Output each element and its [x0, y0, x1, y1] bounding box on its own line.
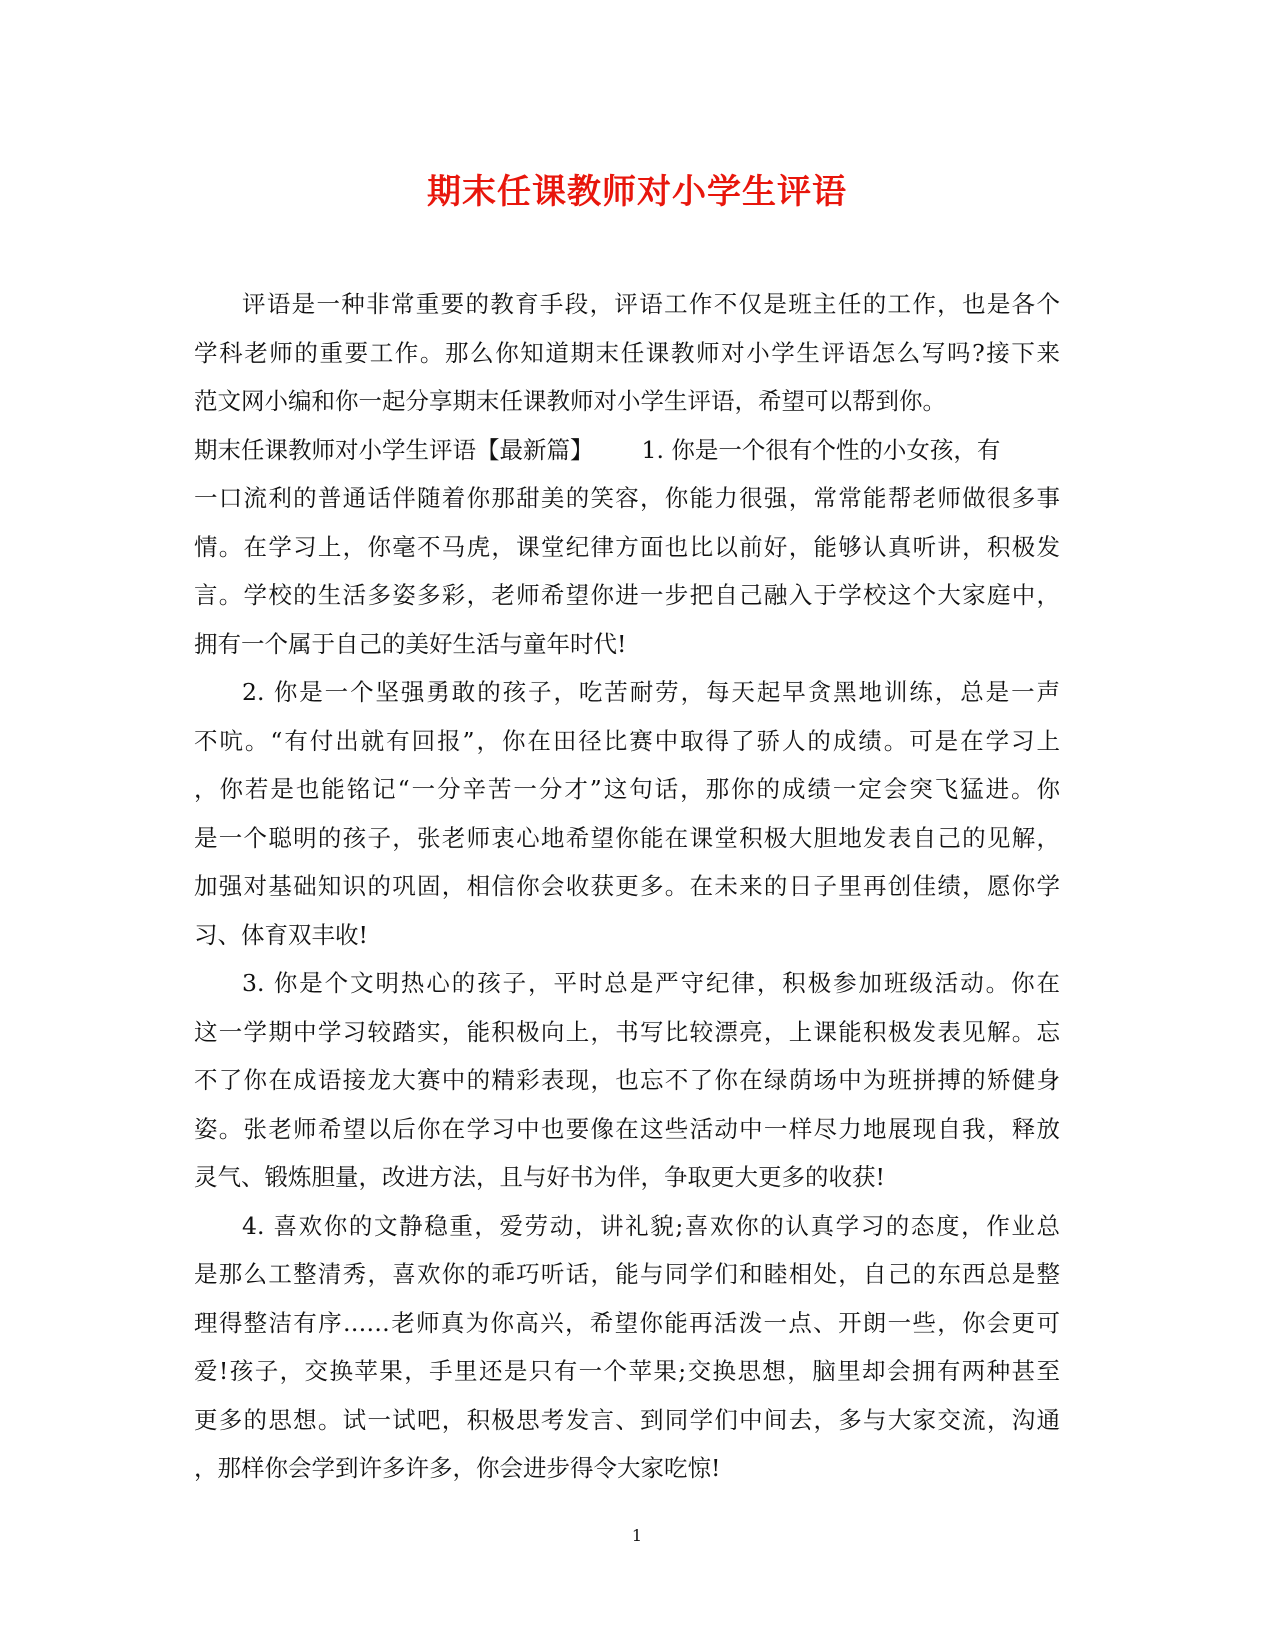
text-line: 学科老师的重要工作。那么你知道期末任课教师对小学生评语怎么写吗?接下来: [194, 338, 1060, 367]
text-line: 是那么工整清秀，喜欢你的乖巧听话，能与同学们和睦相处，自己的东西总是整: [194, 1260, 1060, 1288]
text-line: 是一个聪明的孩子，张老师衷心地希望你能在课堂积极大胆地发表自己的见解，: [194, 823, 1060, 852]
text-line: 不了你在成语接龙大赛中的精彩表现，也忘不了你在绿荫场中为班拼搏的矫健身: [194, 1066, 1060, 1094]
text-line: ，你若是也能铭记“一分辛苦一分才”这句话，那你的成绩一定会突飞猛进。你: [194, 775, 1060, 803]
text-line: ，那样你会学到许多许多，你会进步得令大家吃惊!: [194, 1454, 721, 1482]
text-line: 评语是一种非常重要的教育手段，评语工作不仅是班主任的工作，也是各个: [242, 290, 1060, 318]
text-line: 更多的思想。试一试吧，积极思考发言、到同学们中间去，多与大家交流，沟通: [194, 1405, 1060, 1434]
text-line: 灵气、锻炼胆量，改进方法，且与好书为伴，争取更大更多的收获!: [194, 1163, 885, 1191]
document-body: [194, 280, 1060, 1493]
text-line: 爱!孩子，交换苹果，手里还是只有一个苹果;交换思想，脑里却会拥有两种甚至: [194, 1357, 1060, 1385]
text-line: 理得整洁有序……老师真为你高兴，希望你能再活泼一点、开朗一些，你会更可: [194, 1308, 1060, 1337]
page-title: 期末任课教师对小学生评语: [427, 172, 847, 212]
text-line: 姿。张老师希望以后你在学习中也要像在这些活动中一样尽力地展现自我，释放: [194, 1114, 1060, 1143]
text-line: 一口流利的普通话伴随着你那甜美的笑容，你能力很强，常常能帮老师做很多事: [194, 484, 1060, 512]
text-line: 3. 你是个文明热心的孩子，平时总是严守纪律，积极参加班级活动。你在: [242, 969, 1060, 997]
text-line: 不吭。“有付出就有回报”，你在田径比赛中取得了骄人的成绩。可是在学习上: [194, 726, 1060, 755]
text-line: 这一学期中学习较踏实，能积极向上，书写比较漂亮，上课能积极发表见解。忘: [194, 1017, 1060, 1046]
page-number: 1: [631, 1526, 643, 1545]
text-line: 2. 你是一个坚强勇敢的孩子，吃苦耐劳，每天起早贪黑地训练，总是一声: [242, 678, 1060, 706]
text-line: 言。学校的生活多姿多彩，老师希望你进一步把自己融入于学校这个大家庭中，: [194, 581, 1060, 609]
text-line: 4. 喜欢你的文静稳重，爱劳动，讲礼貌;喜欢你的认真学习的态度，作业总: [242, 1211, 1060, 1240]
text-line: 情。在学习上，你毫不马虎，课堂纪律方面也比以前好，能够认真听讲，积极发: [194, 532, 1060, 561]
section-heading: 期末任课教师对小学生评语【最新篇】: [194, 435, 594, 464]
text-line: 范文网小编和你一起分享期末任课教师对小学生评语，希望可以帮到你。: [194, 387, 946, 415]
text-line: [194, 426, 1060, 475]
text-line: 习、体育双丰收!: [194, 920, 368, 949]
line-text: 1. 你是一个很有个性的小女孩，有: [641, 435, 1001, 464]
text-line: 拥有一个属于自己的美好生活与童年时代!: [194, 629, 627, 658]
text-line: 加强对基础知识的巩固，相信你会收获更多。在未来的日子里再创佳绩，愿你学: [194, 872, 1060, 900]
